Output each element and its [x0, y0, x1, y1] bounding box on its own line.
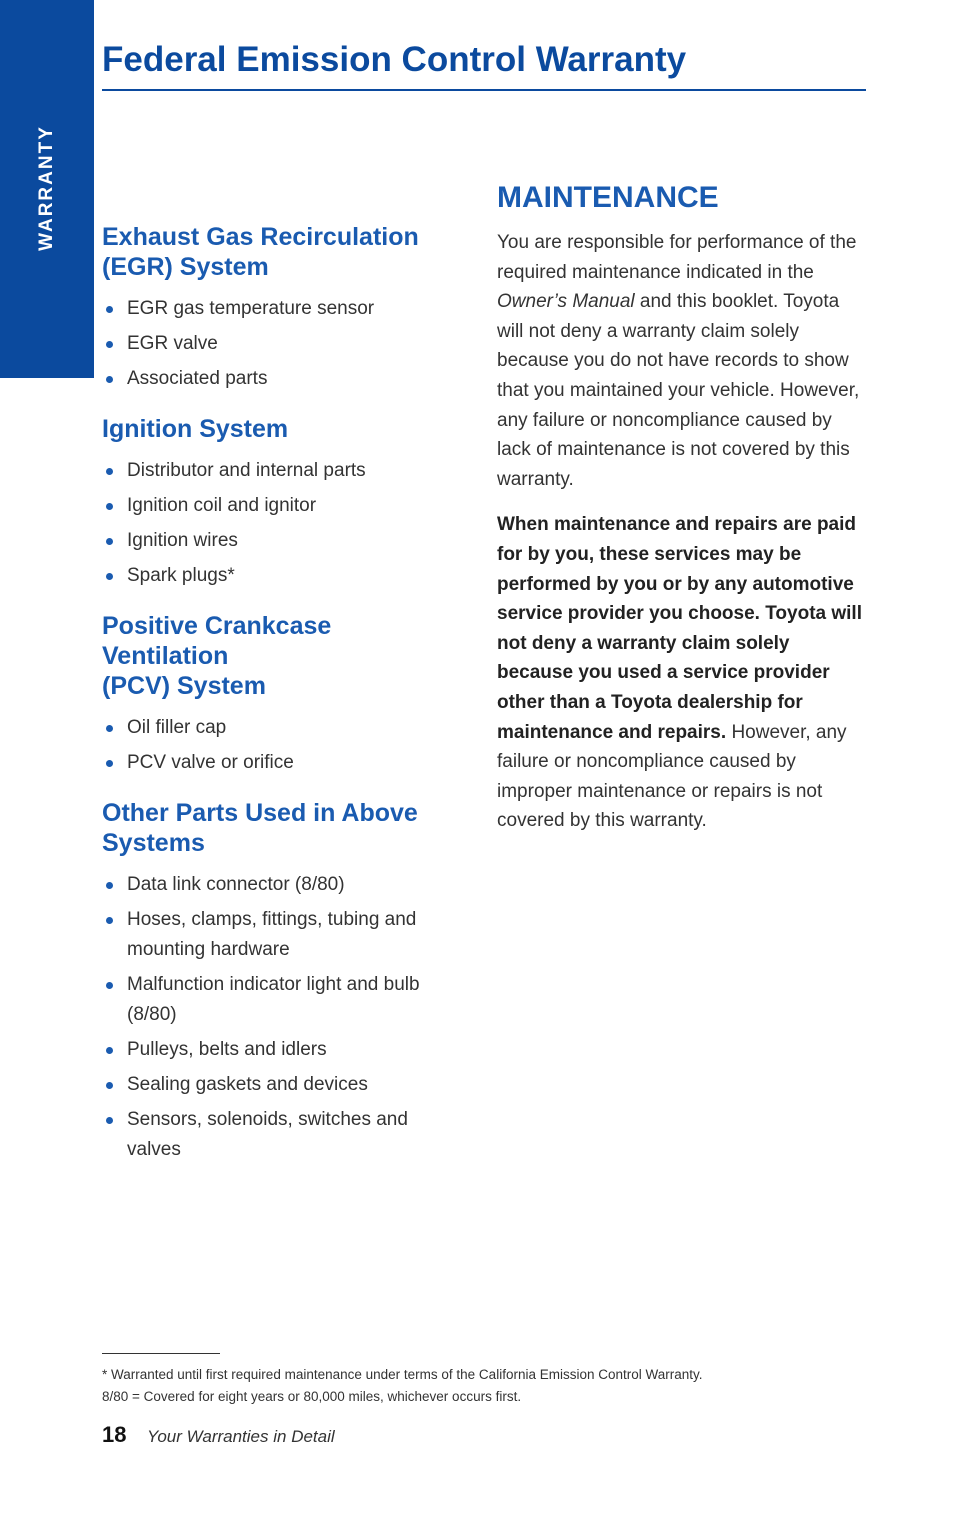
pcv-parts-list — [102, 713, 452, 778]
other-parts-heading-line1: Other Parts Used in Above — [102, 799, 418, 827]
bullet-icon — [106, 573, 113, 580]
bullet-icon — [106, 306, 113, 313]
list-item — [102, 456, 452, 486]
maintenance-para-start: You are responsible for performance of the required maintenance indicated in the — [497, 232, 857, 283]
list-item-text: Pulleys, belts and idlers — [127, 1039, 327, 1060]
side-tab — [0, 0, 94, 378]
ignition-heading — [102, 414, 452, 444]
list-item — [102, 294, 452, 324]
footnote-divider — [102, 1353, 220, 1354]
egr-parts-list — [102, 294, 452, 394]
bullet-icon — [106, 1047, 113, 1054]
egr-heading-line2: (EGR) System — [102, 253, 269, 281]
list-item-text: Ignition wires — [127, 530, 238, 551]
list-item — [102, 748, 452, 778]
bullet-icon — [106, 503, 113, 510]
maintenance-paragraph — [497, 228, 869, 494]
running-title: Your Warranties in Detail — [146, 1427, 335, 1446]
list-item — [102, 364, 452, 394]
ignition-heading-line1: Ignition System — [102, 415, 289, 443]
list-item-text: Sealing gaskets and devices — [127, 1074, 368, 1095]
list-item-text: Distributor and internal parts — [127, 460, 366, 481]
egr-heading — [102, 222, 452, 282]
bullet-icon — [106, 1082, 113, 1089]
maintenance-para-end: and this booklet. Toyota will not deny a warranty claim solely because you do not have records to show that you maintained your vehicle. However, any failure or noncompliance caused by lack of maintenance is not covered by this warranty. — [497, 291, 860, 490]
list-item-text: Data link connector (8/80) — [127, 874, 345, 895]
maintenance-column — [497, 178, 869, 852]
footnotes — [102, 1364, 882, 1408]
bullet-icon — [106, 917, 113, 924]
list-item — [102, 1070, 452, 1100]
list-item — [102, 526, 452, 556]
bullet-icon — [106, 538, 113, 545]
pcv-heading-line2: (PCV) System — [102, 672, 266, 700]
list-item — [102, 1035, 452, 1065]
list-item-text: Sensors, solenoids, switches and valves — [127, 1109, 408, 1160]
list-item — [102, 1105, 452, 1165]
list-item-text: PCV valve or orifice — [127, 752, 294, 773]
parts-column — [102, 222, 452, 1185]
bullet-icon — [106, 376, 113, 383]
service-provider-paragraph — [497, 510, 869, 836]
other-parts-heading — [102, 798, 452, 858]
page-title: Federal Emission Control Warranty — [102, 40, 687, 79]
footnote-8-80: 8/80 = Covered for eight years or 80,000 miles, whichever occurs first. — [102, 1389, 522, 1404]
bullet-icon — [106, 468, 113, 475]
header-divider — [102, 89, 866, 91]
list-item-text: Associated parts — [127, 368, 268, 389]
list-item — [102, 970, 452, 1030]
egr-section — [102, 222, 452, 394]
service-provider-text: However, any failure or noncompliance caused by improper maintenance or repairs is not covered by this warranty. — [497, 721, 847, 832]
list-item-text: Oil filler cap — [127, 717, 227, 738]
page-footer — [102, 1422, 335, 1448]
egr-heading-line1: Exhaust Gas Recirculation — [102, 223, 419, 251]
other-parts-list — [102, 870, 452, 1165]
list-item-text: Ignition coil and ignitor — [127, 495, 317, 516]
list-item — [102, 491, 452, 521]
list-item — [102, 329, 452, 359]
list-item — [102, 561, 452, 591]
maintenance-heading: MAINTENANCE — [497, 181, 719, 214]
other-parts-heading-line2: Systems — [102, 829, 205, 857]
list-item-text: Malfunction indicator light and bulb (8/80) — [127, 974, 420, 1025]
ignition-parts-list — [102, 456, 452, 591]
list-item — [102, 870, 452, 900]
list-item-text: EGR valve — [127, 333, 218, 354]
list-item — [102, 905, 452, 965]
pcv-heading-line1: Positive Crankcase Ventilation — [102, 612, 332, 670]
list-item-text: Hoses, clamps, fittings, tubing and mounting hardware — [127, 909, 417, 960]
owners-manual-title: Owner’s Manual — [497, 291, 635, 313]
page-number: 18 — [102, 1422, 127, 1447]
list-item-text: Spark plugs* — [127, 565, 235, 586]
bullet-icon — [106, 982, 113, 989]
bullet-icon — [106, 882, 113, 889]
service-provider-bold-text: When maintenance and repairs are paid for by you, these services may be performed by you or by any automotive service provider you choose. Toyota will not deny a warranty claim solely because you used a service provider other than a Toyota dealership for maintenance and repairs. — [497, 514, 862, 743]
pcv-heading — [102, 611, 452, 701]
bullet-icon — [106, 725, 113, 732]
footnote-spark-plugs: * Warranted until first required maintenance under terms of the California Emission Control Warranty. — [102, 1367, 703, 1382]
ignition-section — [102, 414, 452, 591]
side-tab-label: WARRANTY — [36, 125, 57, 251]
pcv-section — [102, 611, 452, 778]
bullet-icon — [106, 341, 113, 348]
list-item — [102, 713, 452, 743]
bullet-icon — [106, 760, 113, 767]
other-parts-section — [102, 798, 452, 1165]
list-item-text: EGR gas temperature sensor — [127, 298, 375, 319]
bullet-icon — [106, 1117, 113, 1124]
